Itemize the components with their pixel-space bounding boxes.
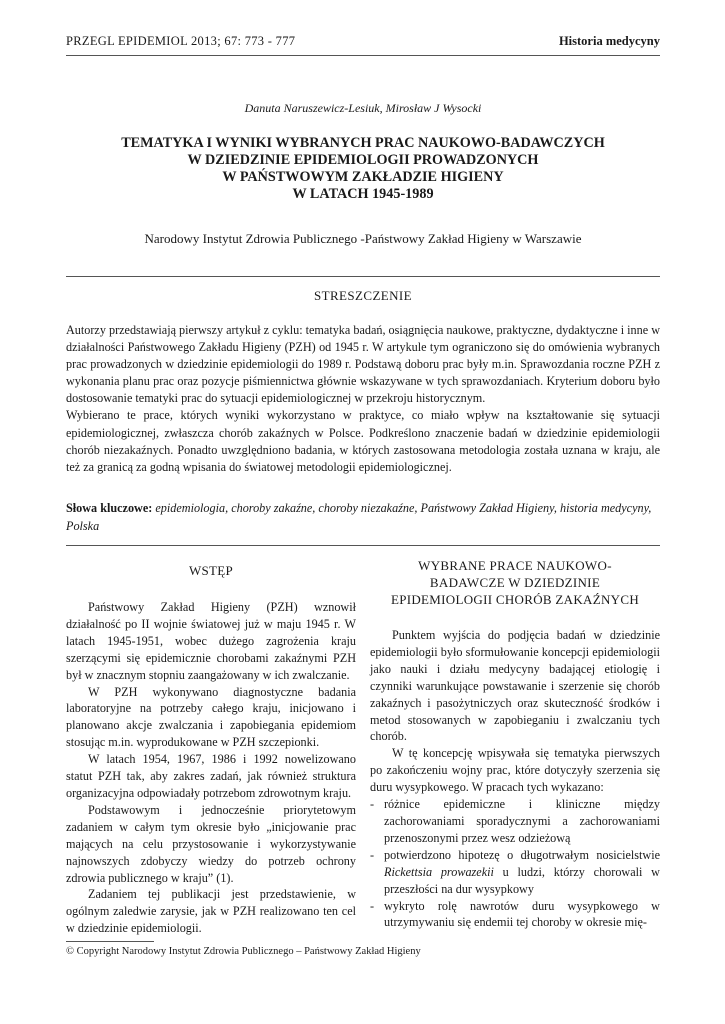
divider <box>66 276 660 277</box>
body-paragraph: Punktem wyjścia do podjęcia badań w dziedzinie epidemiologii było sformułowanie koncepcji epidemiologii jako nauki i działu medycyny badającej etiologię i czynniki warunkujące powstawanie i szerzenie się chorób zakaźnych i pasożytniczych oraz skuteczność środków i metod stosowanych w zapobieganiu i zwalczaniu tych chorób. <box>370 628 660 744</box>
heading-line: WYBRANE PRACE NAUKOWO- <box>418 558 612 573</box>
title-line: W LATACH 1945-1989 <box>292 186 434 202</box>
abstract-paragraph: Wybierano te prace, których wyniki wykorzystano w praktyce, co miało wpływ na kształtowanie się sytuacji epidemiologicznej, zwłaszcza chorób zakaźnych w Polsce. Podkreślono znaczenie badań w dziedzinie epidemiologii chorób niezakaźnych. Ponadto uwzględniono badania, w których zastosowana metodologia została uznana w kraju, ale też za granicą za godną wpisania do światowej metodologii epidemiologicznej. <box>66 408 660 474</box>
body-paragraph: Państwowy Zakład Higieny (PZH) wznowił działalność po II wojnie światowej już w maju 1945 r. W latach 1945-1951, wobec dużego zagrożenia kraju szerzącymi się epidemicznie chorobami zakaźnymi PZH był w znacznym stopniu zaangażowany w ich zwalczanie. <box>66 600 356 682</box>
body-paragraph: Zadaniem tej publikacji jest przedstawienie, w ogólnym zaledwie zarysie, jak w PZH realizowano ten cel w dziedzinie epidemiologii. <box>66 887 356 936</box>
section-heading-infectious <box>370 557 660 608</box>
right-column <box>370 557 660 931</box>
findings-list <box>370 796 660 931</box>
list-item-text: potwierdzono hipotezę o długotrwałym nosicielstwie <box>384 847 660 862</box>
list-item-text: u ludzi, którzy chorowali w przeszłości na dur wysypkowy <box>384 864 660 896</box>
list-item-text: wykryto rolę nawrotów duru wysypkowego w utrzymywaniu się endemii tej choroby w okresie mię- <box>384 898 660 930</box>
list-item-text: różnice epidemiczne i kliniczne między zachorowaniami sporadycznymi a zachorowaniami przenoszonymi przez wesz odzieżową <box>384 797 660 845</box>
heading-line: BADAWCZE W DZIEDZINIE <box>429 575 601 590</box>
section-heading-intro: WSTĘP <box>188 563 234 578</box>
section-name: Historia medycyny <box>558 34 660 48</box>
body-paragraph: Podstawowym i jednocześnie priorytetowym zadaniem w całym tym okresie było „inicjowanie prac mających na celu przystosowanie i wykorzystywanie najnowszych zdobyczy wiedzy do potrzeb ochrony zdrowia publicznego w kraju” (1). <box>66 802 356 885</box>
species-name: Rickettsia prowazekii <box>384 864 494 879</box>
body-paragraph: W PZH wykonywano diagnostyczne badania laboratoryjne na potrzeby całego kraju, inicjowano i planowano akcje zwalczania i zapobiegania epidemiom stosując m.in. wyprodukowane w PZH szczepionki. <box>66 684 356 750</box>
authors: Danuta Naruszewicz-Lesiuk, Mirosław J Wysocki <box>244 101 482 115</box>
list-item <box>370 898 660 932</box>
body-paragraph: W latach 1954, 1967, 1986 i 1992 nowelizowano statut PZH tak, aby zakres zadań, jak również struktura organizacyjna odpowiadały potrzebom zdrowotnym kraju. <box>66 752 356 800</box>
journal-citation: PRZEGL EPIDEMIOL 2013; 67: 773 - 777 <box>66 34 296 48</box>
title-line: TEMATYKA I WYNIKI WYBRANYCH PRAC NAUKOWO-BADAWCZYCH <box>121 135 605 151</box>
affiliation: Narodowy Instytut Zdrowia Publicznego -Państwowy Zakład Higieny w Warszawie <box>144 231 582 246</box>
list-item <box>370 796 660 847</box>
footnote-divider <box>66 941 154 942</box>
keywords-text: epidemiologia, choroby zakaźne, choroby niezakaźne, Państwowy Zakład Higieny, historia medycyny, Polska <box>66 501 652 533</box>
body-paragraph: W tę koncepcję wpisywała się tematyka pierwszych po zakończeniu wojny prac, które dotyczyły szerzenia się duru wysypkowego. W pracach tych wykazano: <box>370 746 660 795</box>
heading-line: EPIDEMIOLOGII CHORÓB ZAKAŹNYCH <box>390 592 640 607</box>
abstract-paragraph: Autorzy przedstawiają pierwszy artykuł z cyklu: tematyka badań, osiągnięcia naukowe, praktyczne, dydaktyczne i inne w działalności Państwowego Zakładu Higieny (PZH) od 1945 r. W artykule tym ograniczono się do omówienia wybranych prac prowadzonych w dziedzinie epidemiologii do 1989 r. Podstawą doboru prac były m.in. Sprawozdania roczne PZH z wykonania planu prac oraz pozycje piśmiennictwa głównie wskazywane w tych sprawozdaniach. Kryterium doboru było dostosowanie tematyki prac do sytuacji epidemiologicznej w przekroju historycznym. <box>66 323 660 406</box>
keywords <box>66 500 660 535</box>
title-line: W PAŃSTWOWYM ZAKŁADZIE HIGIENY <box>222 169 504 185</box>
title-line: W DZIEDZINIE EPIDEMIOLOGII PROWADZONYCH <box>187 152 539 168</box>
abstract-heading: STRESZCZENIE <box>314 288 412 303</box>
article-title <box>66 135 660 203</box>
list-item <box>370 847 660 898</box>
divider <box>66 545 660 546</box>
keywords-label: Słowa kluczowe: <box>66 501 153 515</box>
running-header <box>66 34 660 56</box>
copyright-footnote: © Copyright Narodowy Instytut Zdrowia Publicznego – Państwowy Zakład Higieny <box>66 946 421 957</box>
left-column <box>66 562 356 937</box>
abstract-body <box>66 322 660 476</box>
